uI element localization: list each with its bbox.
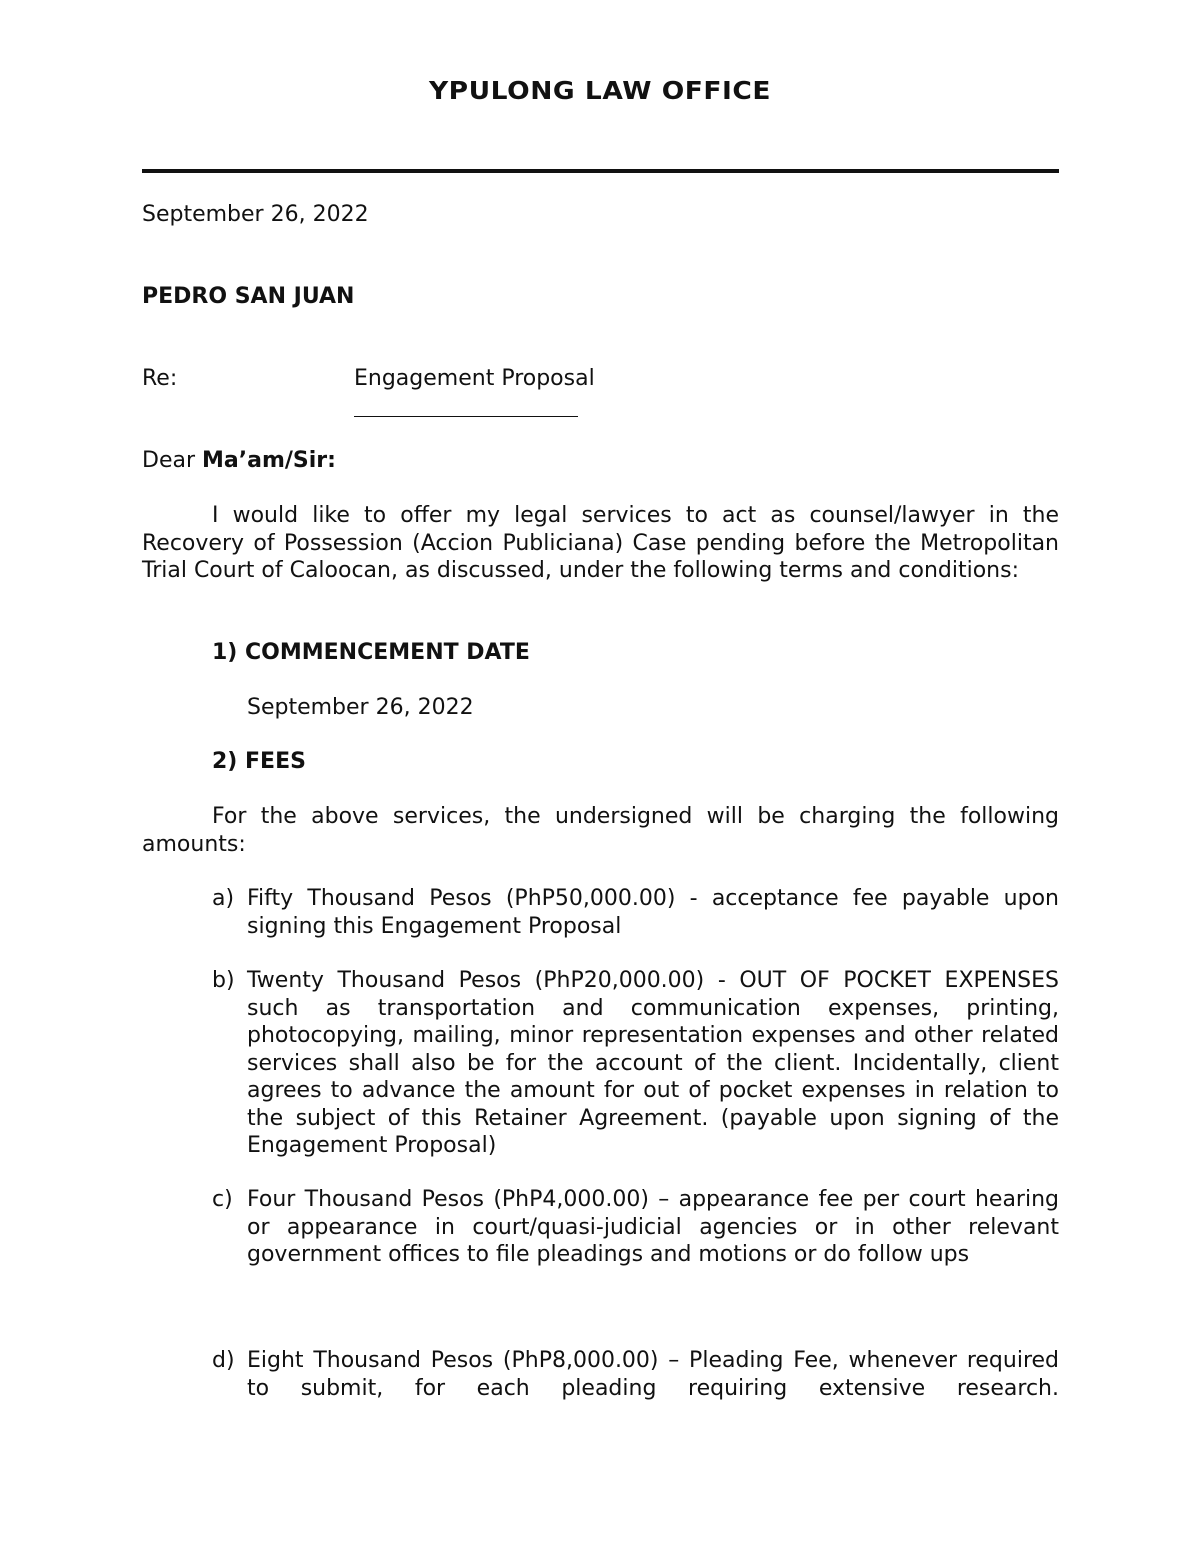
fee-item-marker: c): [212, 1187, 233, 1212]
fee-item-text: Fifty Thousand Pesos (PhP50,000.00) - acceptance fee payable upon signing this Engagement Proposal: [247, 886, 1059, 939]
commencement-date-value: September 26, 2022: [247, 695, 474, 720]
fee-item-text: Eight Thousand Pesos (PhP8,000.00) – Pleading Fee, whenever required to submit, for each pleading requiring extensive research.: [247, 1348, 1059, 1401]
re-subject-underline: [354, 416, 578, 417]
salutation-prefix: Dear: [142, 448, 202, 473]
re-label: Re:: [142, 366, 178, 391]
fee-item: [212, 1186, 1059, 1269]
fee-item: [212, 885, 1059, 940]
fee-item: [212, 1347, 1059, 1402]
fees-intro-paragraph: For the above services, the undersigned will be charging the following amounts:: [142, 804, 1059, 857]
fee-item-text: Twenty Thousand Pesos (PhP20,000.00) - OUT OF POCKET EXPENSES such as transportation and communication expenses, printing, photocopying, mailing, minor representation expenses and other related services shall also be for the account of the client. Incidentally, client agrees to advance the amount for out of pocket expenses in relation to the subject of this Retainer Agreement. (payable upon signing of the Engagement Proposal): [247, 968, 1059, 1158]
fee-item-text: Four Thousand Pesos (PhP4,000.00) – appearance fee per court hearing or appearance in court/quasi-judicial agencies or in other relevant government offices to file pleadings and motions or do follow ups: [247, 1187, 1059, 1267]
fee-item-marker: b): [212, 968, 235, 993]
addressee-name: PEDRO SAN JUAN: [142, 284, 355, 309]
section-heading-fees: 2) FEES: [212, 749, 306, 774]
salutation: [142, 447, 336, 475]
salutation-name: Ma’am/Sir:: [202, 448, 336, 473]
letterhead-office-name: YPULONG LAW OFFICE: [428, 76, 772, 105]
section-heading-commencement: 1) COMMENCEMENT DATE: [212, 640, 530, 665]
letter-date: September 26, 2022: [142, 202, 369, 227]
intro-paragraph: I would like to offer my legal services to act as counsel/lawyer in the Recovery of Possession (Accion Publiciana) Case pending before the Metropolitan Trial Court of Caloocan, as discussed, under the following terms and conditions:: [142, 503, 1059, 583]
fee-item-marker: a): [212, 886, 235, 911]
fee-item-marker: d): [212, 1348, 235, 1373]
re-subject: Engagement Proposal: [354, 366, 595, 391]
fee-item: [212, 967, 1059, 1160]
letterhead-rule: [142, 169, 1059, 173]
